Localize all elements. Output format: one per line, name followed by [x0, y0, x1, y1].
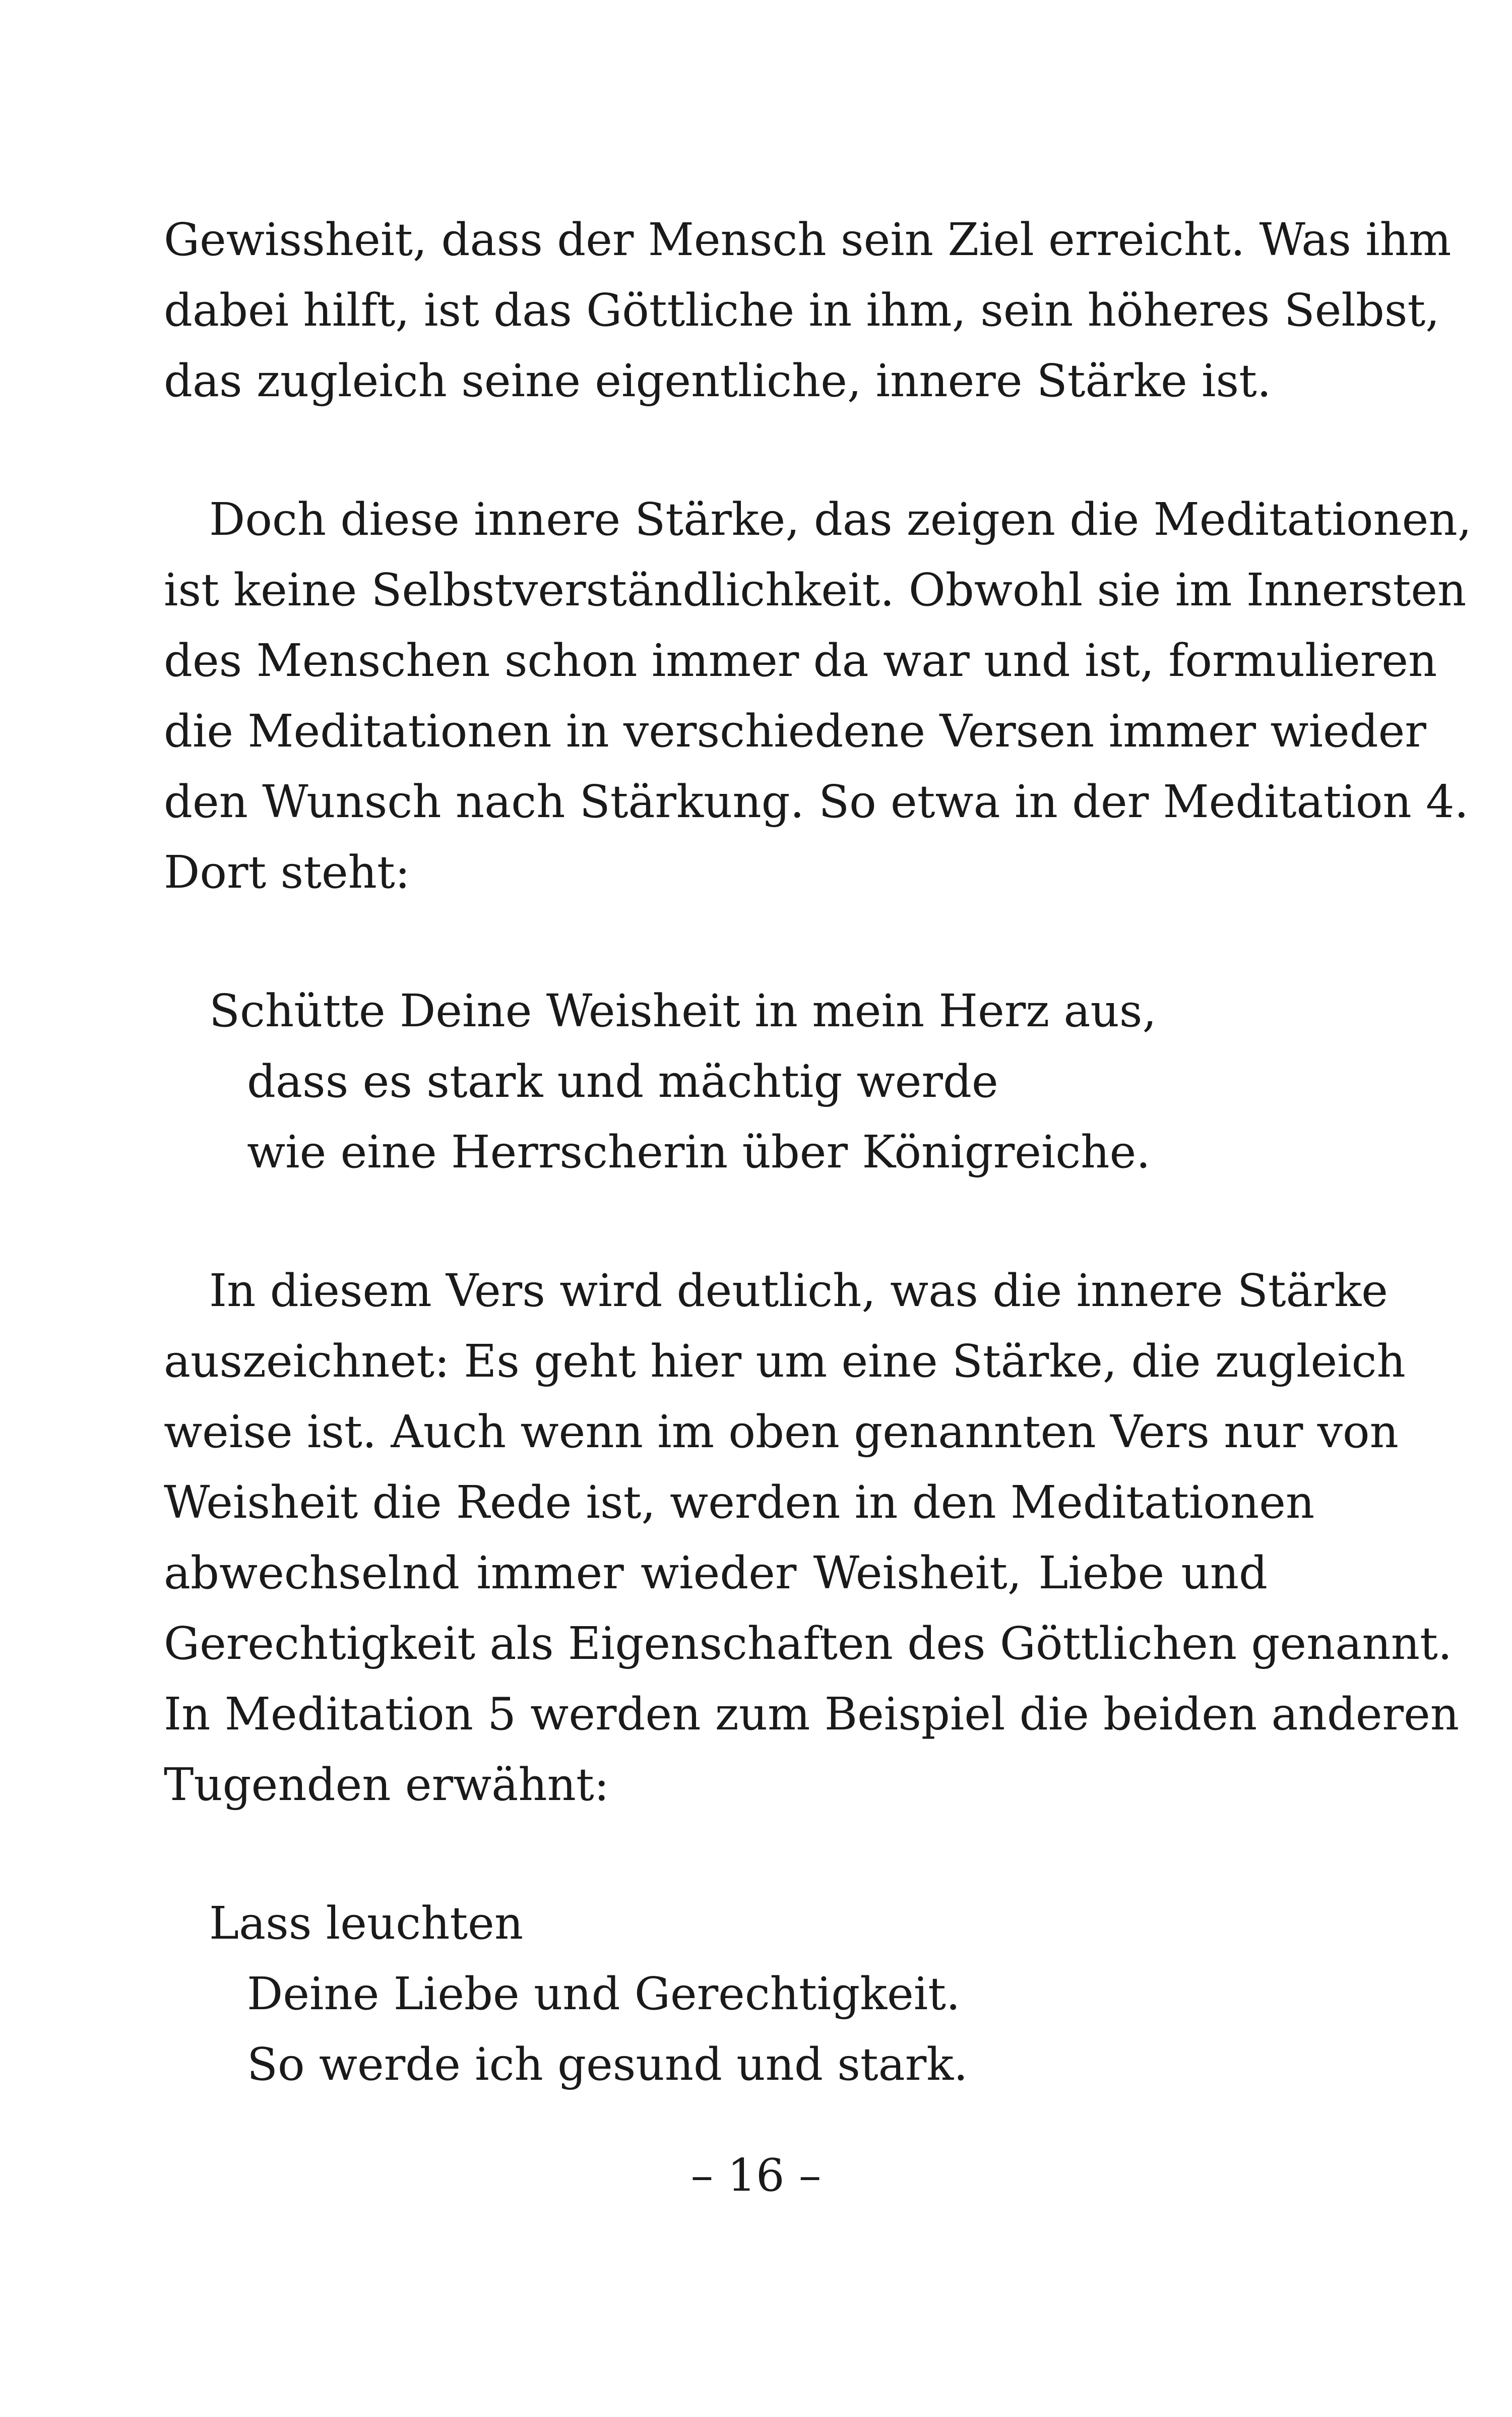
paragraph-gap	[164, 416, 1268, 484]
text-line: ist keine Selbstverständlichkeit. Obwohl sie im Innersten	[164, 564, 1467, 616]
text-line: den Wunsch nach Stärkung. So etwa in der Meditation 4.	[164, 775, 1469, 828]
verse-line: So werde ich gesund und stark.	[247, 2038, 968, 2090]
verse-line: wie eine Herrscherin über Königreiche.	[247, 1126, 1151, 1178]
text-line: Gerechtigkeit als Eigenschaften des Göttlichen genannt.	[164, 1617, 1453, 1669]
text-line: Weisheit die Rede ist, werden in den Meditationen	[164, 1476, 1315, 1528]
text-line: Gewissheit, dass der Mensch sein Ziel erreicht. Was ihm	[164, 213, 1452, 266]
text-line: weise ist. Auch wenn im oben genannten Vers nur von	[164, 1405, 1399, 1458]
paragraph-gap	[164, 1187, 1268, 1255]
text-line: Doch diese innere Stärke, das zeigen die Meditationen,	[209, 493, 1472, 545]
verse-line: Lass leuchten	[209, 1897, 524, 1949]
text-line: das zugleich seine eigentliche, innere Stärke ist.	[164, 354, 1272, 407]
paragraph-inner-strength	[164, 484, 1472, 907]
text-line: Tugenden erwähnt:	[164, 1758, 609, 1811]
text-line: In diesem Vers wird deutlich, was die innere Stärke	[209, 1264, 1388, 1317]
text-line: abwechselnd immer wieder Weisheit, Liebe und	[164, 1546, 1268, 1599]
text-line: des Menschen schon immer da war und ist, formulieren	[164, 634, 1437, 687]
text-line: auszeichnet: Es geht hier um eine Stärke, die zugleich	[164, 1335, 1406, 1387]
paragraph-gap	[164, 907, 1268, 975]
page-number: – 16 –	[690, 2149, 822, 2201]
verse-line: Schütte Deine Weisheit in mein Herz aus,	[209, 984, 1157, 1037]
verse-line: dass es stark und mächtig werde	[247, 1055, 998, 1107]
page-body	[164, 204, 1472, 2099]
verse-quote-meditation-4	[164, 975, 1268, 1187]
verse-quote-meditation-5	[164, 1888, 1268, 2099]
paragraph-continuation	[164, 204, 1452, 416]
paragraph-wisdom	[164, 1255, 1460, 1820]
paragraph-gap	[164, 1820, 1268, 1888]
text-line: die Meditationen in verschiedene Versen immer wieder	[164, 705, 1426, 757]
text-line: dabei hilft, ist das Göttliche in ihm, sein höheres Selbst,	[164, 284, 1440, 336]
verse-line: Deine Liebe und Gerechtigkeit.	[247, 1967, 961, 2020]
text-line: Dort steht:	[164, 846, 410, 898]
text-line: In Meditation 5 werden zum Beispiel die beiden anderen	[164, 1688, 1460, 1740]
